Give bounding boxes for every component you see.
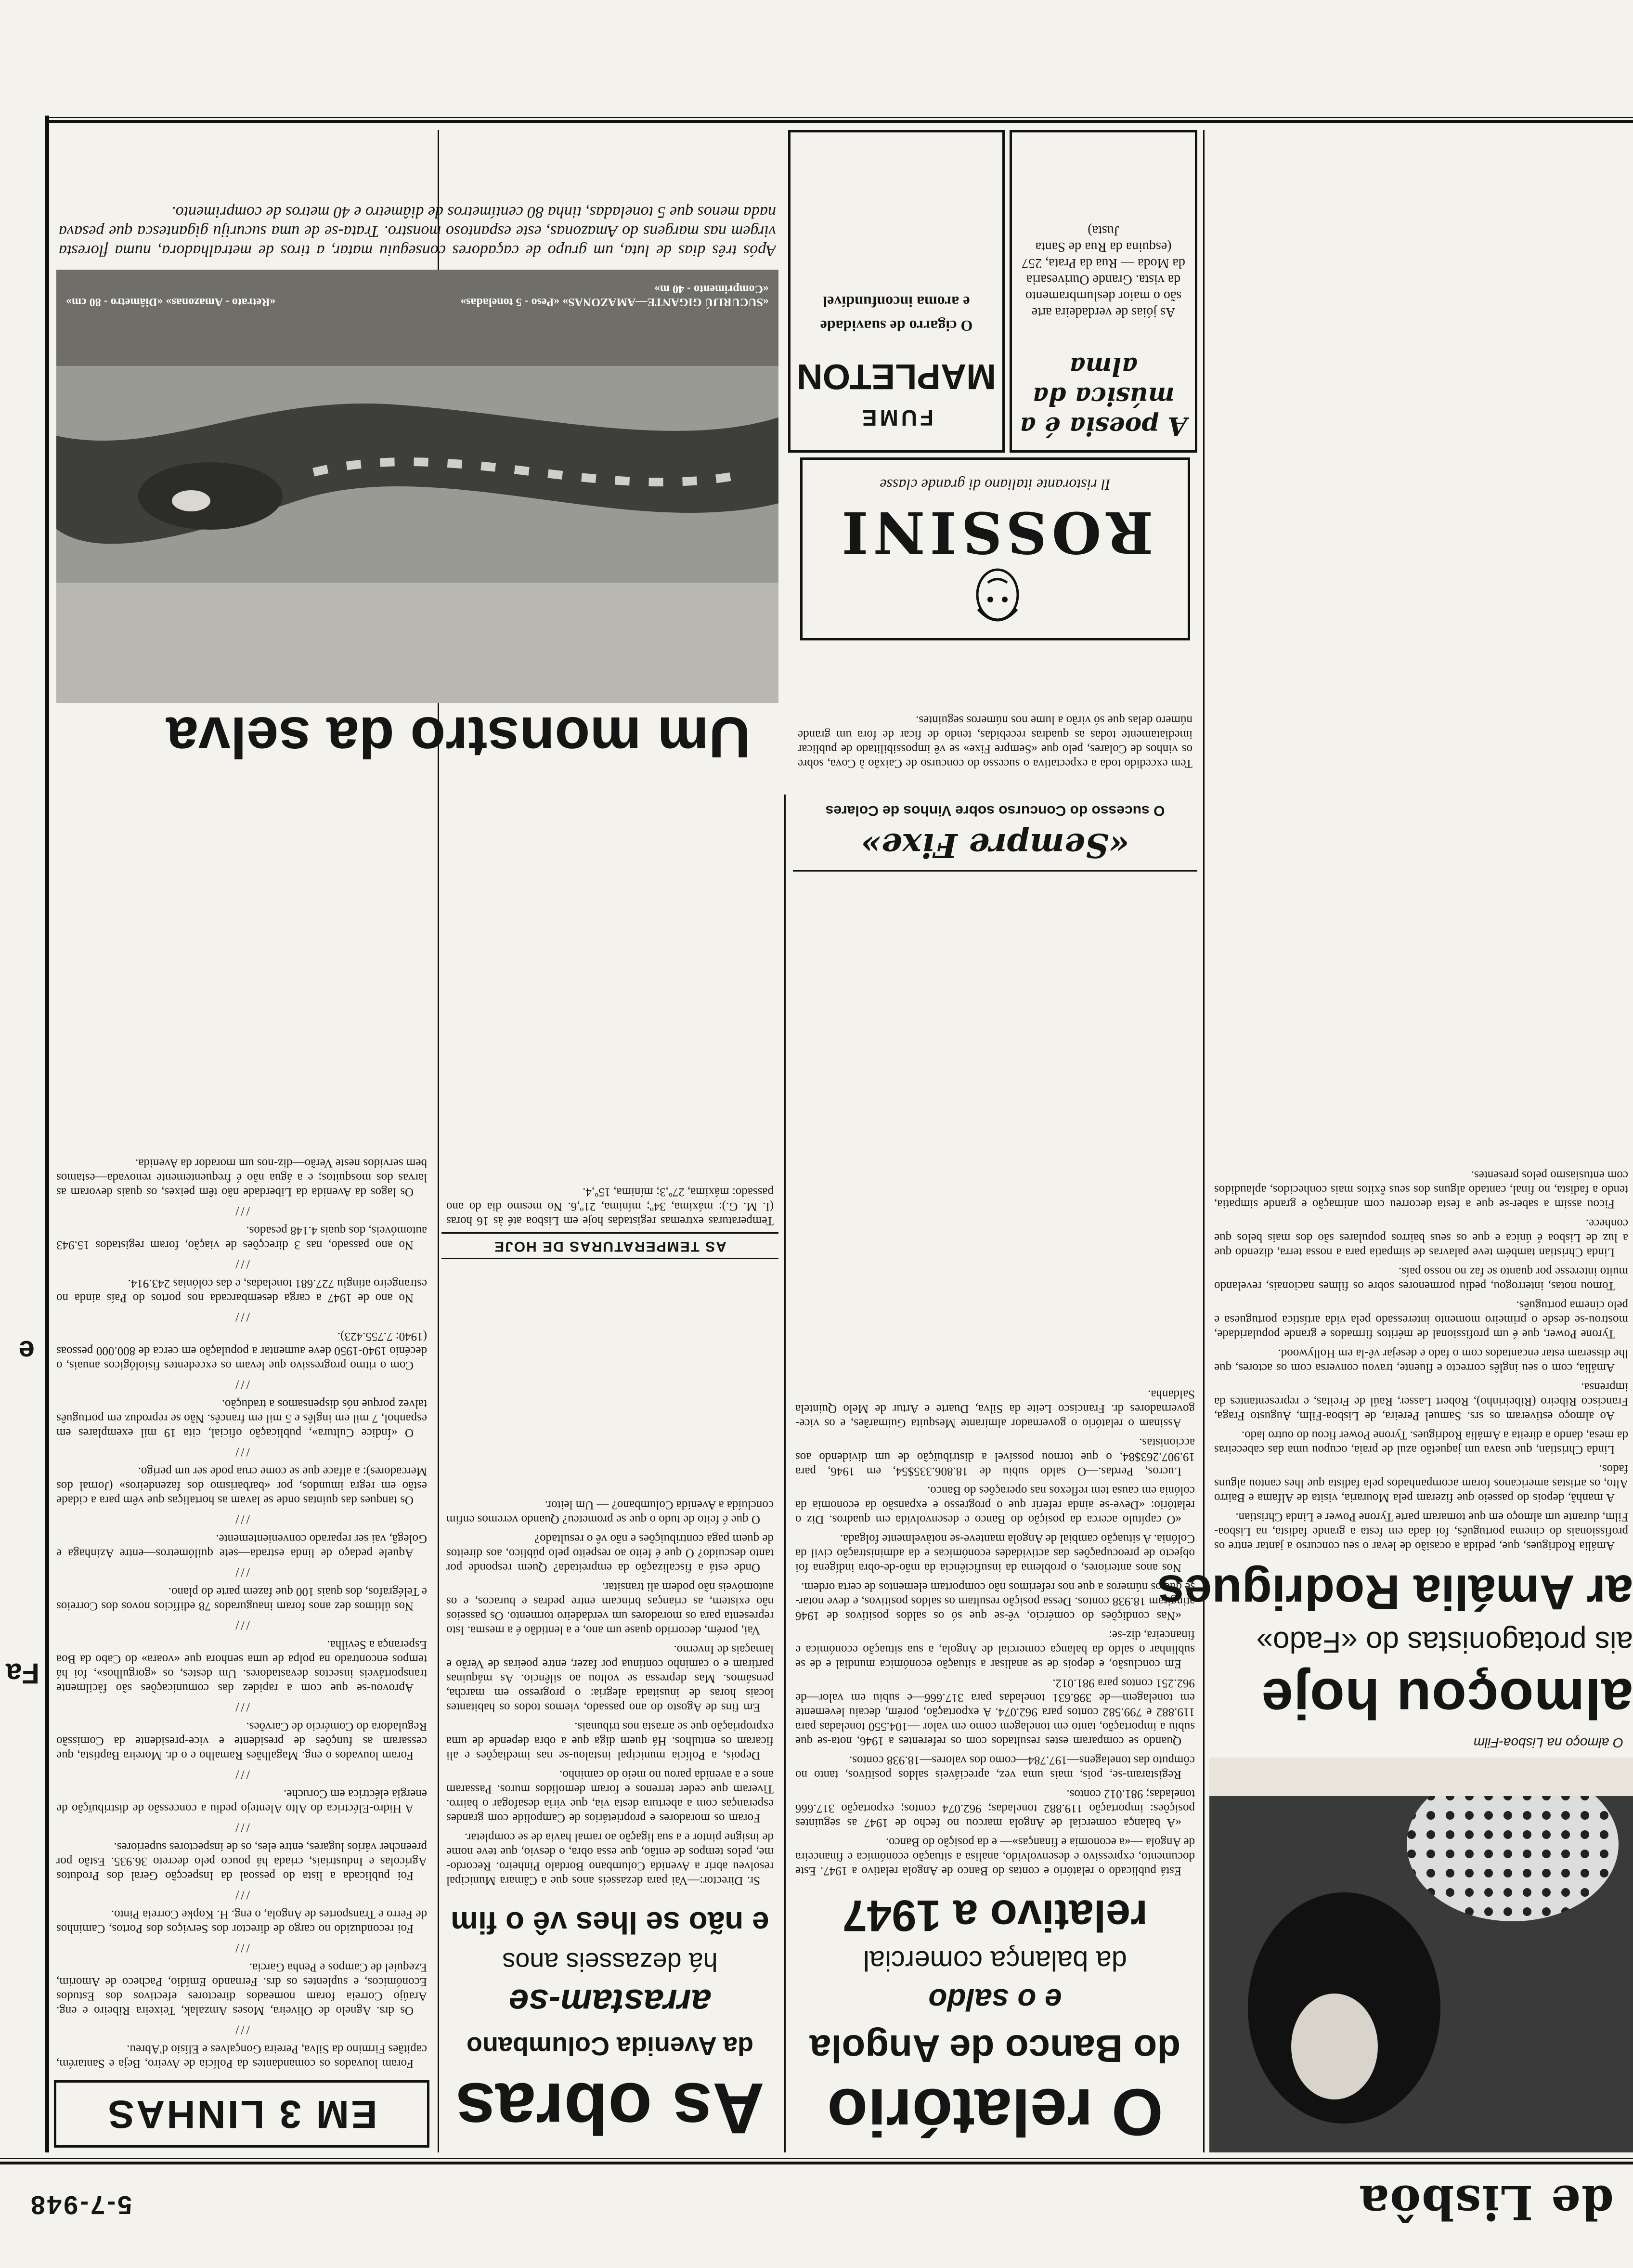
bottom-rule — [45, 120, 1633, 123]
em3linhas-item: O «Índice Cultura», publicação oficial, cita 19 mil exemplares em espanhol, 7 mil em inglês e 5 mil em francês. Não se reproduz em português talvez porque nós dispensamos a tradução. — [56, 1397, 427, 1439]
section-rule — [793, 870, 1197, 872]
relatorio-paragraph: Assinam o relatório o governador almirante Mesquita Guimarães, e os vice-governadores dr. Francisco Leite da Silva, Duarte e Artur de Melo Quintela Saldanha. — [795, 1388, 1195, 1430]
relatorio-paragraph: Nos anos anteriores, o problema da insuficiência da mão-de-obra indígena foi objecto de preocupações das actividades económicas e da administração civil da Colónia. A situação cambial de Angola manteve-se notàvelmente folgada. — [795, 1532, 1195, 1574]
relatorio-paragraph: Em conclusão, e depois de se analisar a situação económica mundial e de se sublinhar o saldo da balança comercial de Angola, a sua situação económica e financeira, diz-se: — [795, 1629, 1195, 1670]
amalia-paragraph: Tomou notas, interrogou, pediu pormenores sobre os filmes nacionais, revelando muito interesse por quanto se faz no nosso país. — [1214, 1265, 1628, 1292]
sempre-text: Tem excedido toda a expectativa o sucesso do concurso de Caixão à Cova, sobre os vinhos de Colares, pelo que «Sempre Fixe» se vê impossibilitado de publicar imediatamente todas as quadras recebidas, tendo de ficar de fora um grande número delas que só virão a lume nos números seguintes. — [798, 714, 1192, 770]
amalia-paragraph: Amália, com o seu inglês correcto e fluente, travou conversa com os actores, que lhe disseram estar encantados com o fado e desejar vê-la em Hollywood. — [1214, 1347, 1628, 1374]
em3linhas-item: A Hidro-Eléctrica do Alto Alentejo pediu a concessão de distribuïção de energia eléctrica em Coruche. — [56, 1787, 427, 1815]
bottom-rule-thin — [45, 117, 1633, 118]
amalia-title-1: almoçou hoje — [1261, 1667, 1633, 1730]
relatorio-subtitle: do Banco de Angola — [809, 2027, 1181, 2070]
mapleton-brand: MAPLETON — [797, 357, 996, 397]
em3linhas-item: Os tanques das quintas onde se lavam as hortaliças que vêm para a cidade estão em regra imundos, por «barbarismo dos fazendeiros» (Jornal dos Mercadores): a alface que se come crua pode ser um perigo. — [56, 1465, 427, 1507]
monstro-text: Após três dias de luta, um grupo de caçadores conseguiu matar, a tiros de metralhadora, numa floresta virgem nas margens do Amazonas, este espantoso monstro. Trata-se de uma sucuriju gigantesca que pesava nada menos que 5 toneladas, tinha 80 centímetros de diâmetro e 40 metros de comprimento. — [59, 203, 776, 260]
relatorio-paragraph: «A balança comercial de Angola marcou no fecho de 1947 as seguintes posições: importação 119.882 toneladas; 962.074 contos; exportação 317.666 toneladas; 981.012 contos. — [795, 1787, 1195, 1829]
em3linhas-item: Os lagos da Avenida da Liberdade não têm peixes, os quais devoram as larvas dos mosquitos; e a água não é frequentemente renovada—estamos bem servidos neste Verão—diz-nos um morador da Avenida. — [56, 1157, 427, 1199]
em3linhas-item: Foi reconduzido no cargo de director dos Serviços dos Portos, Caminhos de Ferro e Transportes de Angola, o eng. H. Kopke Correia Pinto. — [56, 1908, 427, 1935]
relatorio-sub3: relativo a 1947 — [842, 1891, 1148, 1940]
obras-paragraph: O que é feito de tudo o que se prometeu? Quando veremos enfim concluída a Avenida Columbano? — Um leitor. — [446, 1499, 774, 1526]
separator: /// — [233, 1204, 250, 1218]
masthead-date: 5-7-948 — [29, 2190, 132, 2219]
column-rule — [1203, 130, 1205, 2152]
relatorio-paragraph: Está publicado o relatório e contas do Banco de Angola relativo a 1947. Este documento, expressivo e desenvolvido, analisa a situação económica e financeira de Angola —«a economia e finanças»— e da posição do Banco. — [795, 1836, 1195, 1877]
separator: /// — [233, 1821, 250, 1835]
em3linhas-body — [56, 684, 427, 2071]
separator: /// — [233, 1565, 250, 1579]
amalia-paragraph: Amália Rodrigues, que, pedida a ocasião de levar o seu concurso a jantar entre os profissionais do cinema português, foi dada em festa a grande fadista, na Lisboa-Film, durante um almoço em que tomaram parte Tyrone Power e Linda Christian. — [1214, 1511, 1628, 1552]
separator: /// — [233, 1888, 250, 1902]
column-rule — [45, 116, 49, 2152]
em3linhas-item: No ano passado, nas 3 direcções de viação, foram registados 15.943 automóveis, dos quais 4.148 pesados. — [56, 1224, 427, 1251]
temperaturas-rule-top — [441, 1258, 778, 1259]
snake-photo — [56, 270, 778, 703]
em3linhas-item: Nos últimos dez anos foram inaugurados 78 edifícios novos dos Correios e Telégrafos, dos quais 100 que fazem parte do plano. — [56, 1585, 427, 1613]
amalia-kicker: O almoço na Lisboa-Film — [1473, 1735, 1623, 1750]
monstro-caption-left: «SUCURIJÚ GIGANTE—AMAZONAS» «Peso - 5 toneladas» «Comprimento - 40 m» — [460, 283, 769, 308]
mapleton-line2: e aroma inconfundível — [823, 293, 970, 311]
masthead-rule-thin — [0, 2158, 1633, 2159]
em3linhas-item: Os drs. Agnelo de Oliveira, Moses Amzalak, Teixeira Ribeiro e eng. Araújo Correia foram nomeados directores efectivos dos Estudos Económicos, e suplentes os drs. Fernando Emídio, Pacheco de Amorim, Ezequiel de Campos e Penha Garcia. — [56, 1961, 427, 2017]
separator: /// — [233, 1257, 250, 1271]
amalia-paragraph: A manhã, depois do passeio que fizeram pela Mouraria, visita de Alfama e Bairro Alto, os artistas americanos foram acompanhados pela fadista que lhes cantou alguns fados. — [1214, 1462, 1628, 1504]
photo-halftone — [1209, 1758, 1633, 2152]
amalia-body — [1214, 156, 1628, 1553]
obras-sub2: há dezasseis anos — [502, 1947, 718, 1976]
mapleton-line1: O cigarro de suavidade — [820, 317, 973, 335]
amalia-title-2: ar Amália Rodrigues — [1157, 1565, 1633, 1620]
obras-body — [446, 1266, 774, 1888]
edge-fragment-mid: e — [18, 1335, 35, 1367]
amalia-paragraph: Linda Christian, que usava um jaquetão azul de praia, ocupou uma das cabeceiras da mesa, dando a direita a Amália Rodrigues. Tyrone Power ficou do outro lado. — [1214, 1429, 1628, 1456]
obras-paragraph: Vai, porém, decorrido quase um ano, e a lentidão é a mesma. Isto representa para os moradores um verdadeiro tormento. Os passeios não existem, as crianças brincam entre pedras e buracos, e os automóveis não podem ali transitar. — [446, 1580, 774, 1637]
separator: /// — [233, 1618, 250, 1632]
mapleton-ad — [788, 130, 1005, 453]
separator: /// — [233, 1310, 250, 1324]
obras-title: As obras — [455, 2068, 765, 2149]
separator: /// — [233, 1700, 250, 1714]
monstro-photo — [56, 270, 778, 703]
amalia-paragraph: Ficou assim a saber-se que a festa decorreu com animação e grande simpatia, tendo a fadista, no final, cantado alguns dos seus êxitos mais conhecidos, aplaudidos com entusiasmo pelos presentes. — [1214, 1169, 1628, 1211]
em3linhas-item: Foi publicada a lista do pessoal da Inspecção Geral dos Produtos Agrícolas e Industriais, criada há pouco pelo decreto 36.935. Estão por preencher vários lugares, entre eles, os de inspectores superiores. — [56, 1840, 427, 1882]
poesia-title: A poesia é a música da alma — [1019, 352, 1188, 441]
edge-fragment-top: Fa — [5, 1657, 39, 1690]
em3linhas-item: Foram louvados o eng. Magalhães Ramalho e o dr. Moreira Baptista, que cessaram as funções de presidente e vice-presidente da Comissão Reguladora do Comércio de Carvões. — [56, 1720, 427, 1762]
separator: /// — [233, 1941, 250, 1955]
relatorio-paragraph: «O capítulo acerca da posição do Banco e desenvolvida em quadros. Diz o relatório: «Deve-se ainda referir que o progresso e expansão da economia da colónia em causa tem reflexos nas operações do Banco. — [795, 1484, 1195, 1526]
em3linhas-item: Foram louvados os comandantes da Polícia de Aveiro, Beja e Santarém, capitães Firmino da Silva, Pereira Gonçalves e Elísio d'Abreu. — [56, 2043, 427, 2070]
rossini-brand: ROSSINI — [837, 499, 1153, 566]
temperaturas-rule-bottom — [441, 1232, 778, 1234]
sempre-kicker: O sucesso do Concurso sobre Vinhos de Colares — [825, 803, 1165, 819]
relatorio-title: O relatório — [827, 2075, 1163, 2149]
relatorio-paragraph: Registaram-se, pois, mais uma vez, apreciáveis saldos positivos, tanto no cômputo das tonelagens—197.784—como dos valores—18.938 contos. — [795, 1754, 1195, 1781]
relatorio-body — [795, 876, 1195, 1878]
relatorio-paragraph: Lucros, Perdas.—O saldo subiu de 18.806.335$54, em 1946, para 19.907.263$84, o que tornou possível a distribuïção de um dividendo aos accionistas. — [795, 1436, 1195, 1478]
em3linhas-item: Aquele pedaço de linda estrada—sete quilómetros—entre Azinhaga e Golegã, vai ser reparado convenientemente. — [56, 1532, 427, 1560]
masthead-rule — [0, 2162, 1633, 2164]
relatorio-sub2: da balança comercial — [863, 1945, 1128, 1976]
obras-sub3: e não se lhes vê o fim — [451, 1905, 769, 1940]
separator: /// — [233, 1445, 250, 1459]
masthead-title: de Lisbôa — [1358, 2175, 1614, 2229]
mapleton-pre: FUME — [859, 405, 934, 430]
monstro-title: Um monstro da selva — [166, 705, 751, 769]
amalia-paragraph: Tyrone Power, que é um profissional de méritos firmados e grande popularidade, mostrou-se desde o primeiro momento interessado pela vida artística portuguesa e pelo cinema português. — [1214, 1299, 1628, 1341]
em3linhas-item: Aprovou-se que com a rapidez das comunicações são fàcilmente transportáveis insectos devastadores. Um destes, os «gorgulhos», foi há tempos encontrado na polpa de uma senhora que «voara» do Cabo da Boa Esperança a Sevilha. — [56, 1638, 427, 1694]
separator: /// — [233, 1378, 250, 1392]
sempre-title: «Sempre Fixe» — [861, 826, 1129, 864]
obras-paragraph: Depois, a Polícia municipal instalou-se nas imediações e ali ficaram os entulhos. Há quem diga que a obra depende de uma expropriação que se arrasta nos tribunais. — [446, 1720, 774, 1762]
em3linhas-item: No ano de 1947 a carga desembarcada nos portos do País ainda no estrangeiro atingiu 727.681 toneladas, e das colónias 243.914. — [56, 1277, 427, 1304]
obras-paragraph: Em fins de Agosto do ano passado, viemos todos os habitantes locais horas de inusitada alegria: o progresso em marcha, pensámos. Mas depressa se voltou ao silêncio. As máquinas partiram e o caminho continua por fazer, entre poeiras de Verão e lamaçais de Inverno. — [446, 1643, 774, 1714]
separator: /// — [233, 1512, 250, 1526]
obras-paragraph: Sr. Director:—Vai para dezasseis anos que a Câmara Municipal resolveu abrir a Avenida Columbano Bordalo Pinheiro. Recordo-me, pelos tempos de então, que essa obra, o desvio, que teve nome de insigne pintor e a sua ligação ao ramal havia de se completar. — [446, 1831, 774, 1887]
column-rule — [784, 795, 786, 2152]
temperaturas-text: Temperaturas extremas registadas hoje em Lisboa até às 16 horas (I. M. G.): máxima, 34º; mínima, 21º,6. No mesmo dia do ano passado: máxima, 27º,3; mínima, 15º,4. — [446, 1186, 774, 1227]
obras-paragraph: Foram os moradores e proprietários de Campolide com grandes esperanças com a abertura desta via, que viria desafogar o bairro. Tiveram que ceder terrenos e foram demolidos muros. Passaram anos e a avenida parou no meio do caminho. — [446, 1768, 774, 1825]
em3linhas-label-box — [54, 2080, 429, 2148]
amalia-paragraph: Linda Christian também teve palavras de simpatia para a nossa terra, dizendo que a luz de Lisboa é única e que os seus bairros populares são dos mais belos que conhece. — [1214, 1217, 1628, 1259]
temperaturas-title: AS TEMPERATURAS DE HOJE — [493, 1238, 726, 1254]
relatorio-paragraph: Quando se comparam estes resultados com os referentes a 1946, nota-se que subiu a importação, tanto em tonelagem como em valor —104.550 toneladas para 119.882 e 799.582 contos para 962.074. A exportação, porém, decaiu levemente em tonelagem—de 398.631 toneladas para 317.666—e subiu em valor—de 962.251 contos para 981.012. — [795, 1677, 1195, 1747]
obras-kicker: arrastam-se — [509, 1982, 711, 2022]
poesia-text: As jóias de verdadeira arte são o maior deslumbramento da vista. Grande Ourivesaria da Moda — Rua da Prata, 257 (esquina da Rua de Santa Justa) — [1022, 223, 1185, 320]
separator: /// — [233, 1768, 250, 1782]
obras-paragraph: Onde está a fiscalização da empreitada? Quem responde por tanto descuido? O que é feito ao respeito pelo público, aos direitos de quem paga contribuições e não vê o resultado? — [446, 1532, 774, 1574]
amalia-subtitle: ais protagonistas do «Fado» — [1256, 1625, 1633, 1658]
em3linhas-item: Com o ritmo progressivo que levam os excedentes fisiológicos anuais, o decénio 1940-1950 deve aumentar a população em cerca de 800.000 pessoas (1940: 7.755.423). — [56, 1330, 427, 1372]
rossini-logo-icon — [971, 566, 1024, 628]
obras-subtitle: da Avenida Columbano — [466, 2032, 754, 2060]
rossini-tagline: Il ristorante italiano di grande classe — [880, 476, 1111, 494]
relatorio-kicker: e o saldo — [928, 1982, 1062, 2017]
separator: /// — [233, 2023, 250, 2037]
em3linhas-label: EM 3 LINHAS — [106, 2092, 377, 2136]
rossini-ad-box — [800, 457, 1190, 640]
monstro-caption-right: «Retrato - Amazonas» «Diâmetro - 80 cm» — [66, 296, 276, 308]
amalia-paragraph: Ao almoço estiveram os srs. Samuel Pereira, de Lisboa-Film, Augusto Fraga, Francisco Ribeiro (Ribeirinho), Robert Lasser, Raúl de Freitas, e representantes da imprensa. — [1214, 1381, 1628, 1422]
amalia-photo — [1209, 1758, 1633, 2152]
relatorio-paragraph: «Nas condições do comércio, vê-se que só os saldos positivos de 1946 atingiram 18.938 contos. Dessa posição resultam os saldos positivos, e deve notar-se que os números a que nos referimos não comportam elementos de certa ordem. — [795, 1580, 1195, 1622]
poesia-ad — [1010, 130, 1197, 453]
